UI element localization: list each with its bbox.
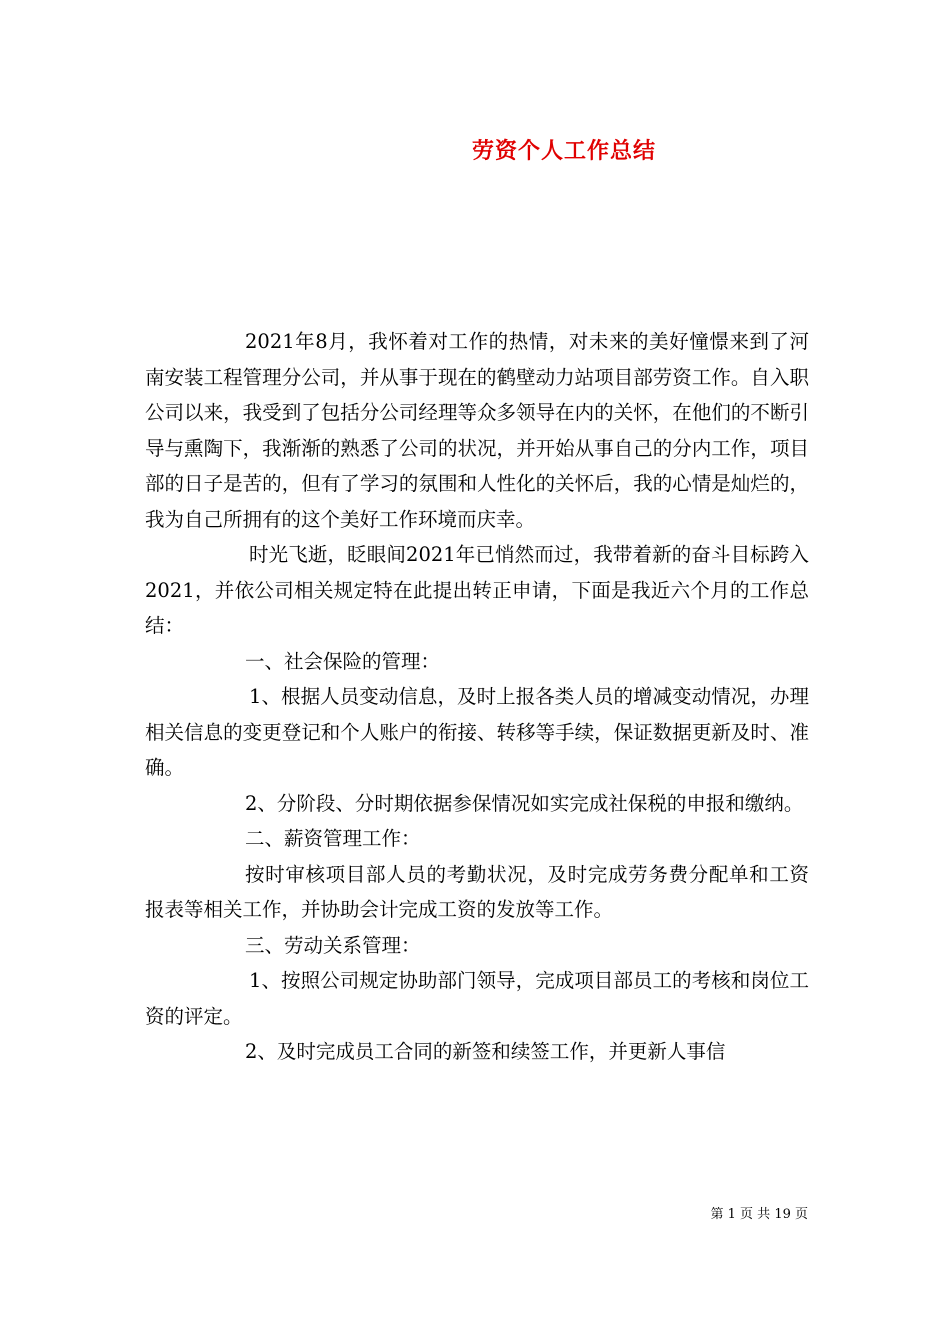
paragraph-social-insurance-2: 2、分阶段、分时期依据参保情况如实完成社保税的申报和缴纳。 xyxy=(245,791,804,815)
document-body xyxy=(145,324,809,1070)
paragraph-social-insurance-1: 1、根据人员变动信息，及时上报各类人员的增减变动情况，办理相关信息的变更登记和个人账户的衔接、转移等手续，保证数据更新及时、准确。 xyxy=(145,685,809,779)
section-heading-labor-relations: 三、劳动关系管理： xyxy=(245,933,421,957)
paragraph-salary: 按时审核项目部人员的考勤状况，及时完成劳务费分配单和工资报表等相关工作，并协助会计完成工资的发放等工作。 xyxy=(145,862,809,921)
page-number-footer: 第 1 页 共 19 页 xyxy=(710,1207,808,1222)
section-heading-salary: 二、薪资管理工作： xyxy=(245,827,421,850)
paragraph-labor-relations-1: 1、按照公司规定协助部门领导，完成项目部员工的考核和岗位工资的评定。 xyxy=(145,969,809,1028)
document-title: 劳资个人工作总结 xyxy=(471,138,656,164)
section-heading-social-insurance: 一、社会保险的管理： xyxy=(245,649,441,673)
paragraph-2: 时光飞逝，眨眼间2021年已悄然而过，我带着新的奋斗目标跨入2021，并依公司相关规定特在此提出转正申请，下面是我近六个月的工作总结： xyxy=(145,543,809,637)
paragraph-labor-relations-2: 2、及时完成员工合同的新签和续签工作，并更新人事信 xyxy=(245,1040,726,1063)
paragraph-1: 2021年8月，我怀着对工作的热情，对未来的美好憧憬来到了河南安装工程管理分公司，并从事于现在的鹤壁动力站项目部劳资工作。自入职公司以来，我受到了包括分公司经理等众多领导在内的关怀，在他们的不断引导与熏陶下，我渐渐的熟悉了公司的状况，并开始从事自己的分内工作，项目部的日子是苦的，但有了学习的氛围和人性化的关怀后，我的心情是灿烂的，我为自己所拥有的这个美好工作环境而庆幸。 xyxy=(145,330,809,531)
